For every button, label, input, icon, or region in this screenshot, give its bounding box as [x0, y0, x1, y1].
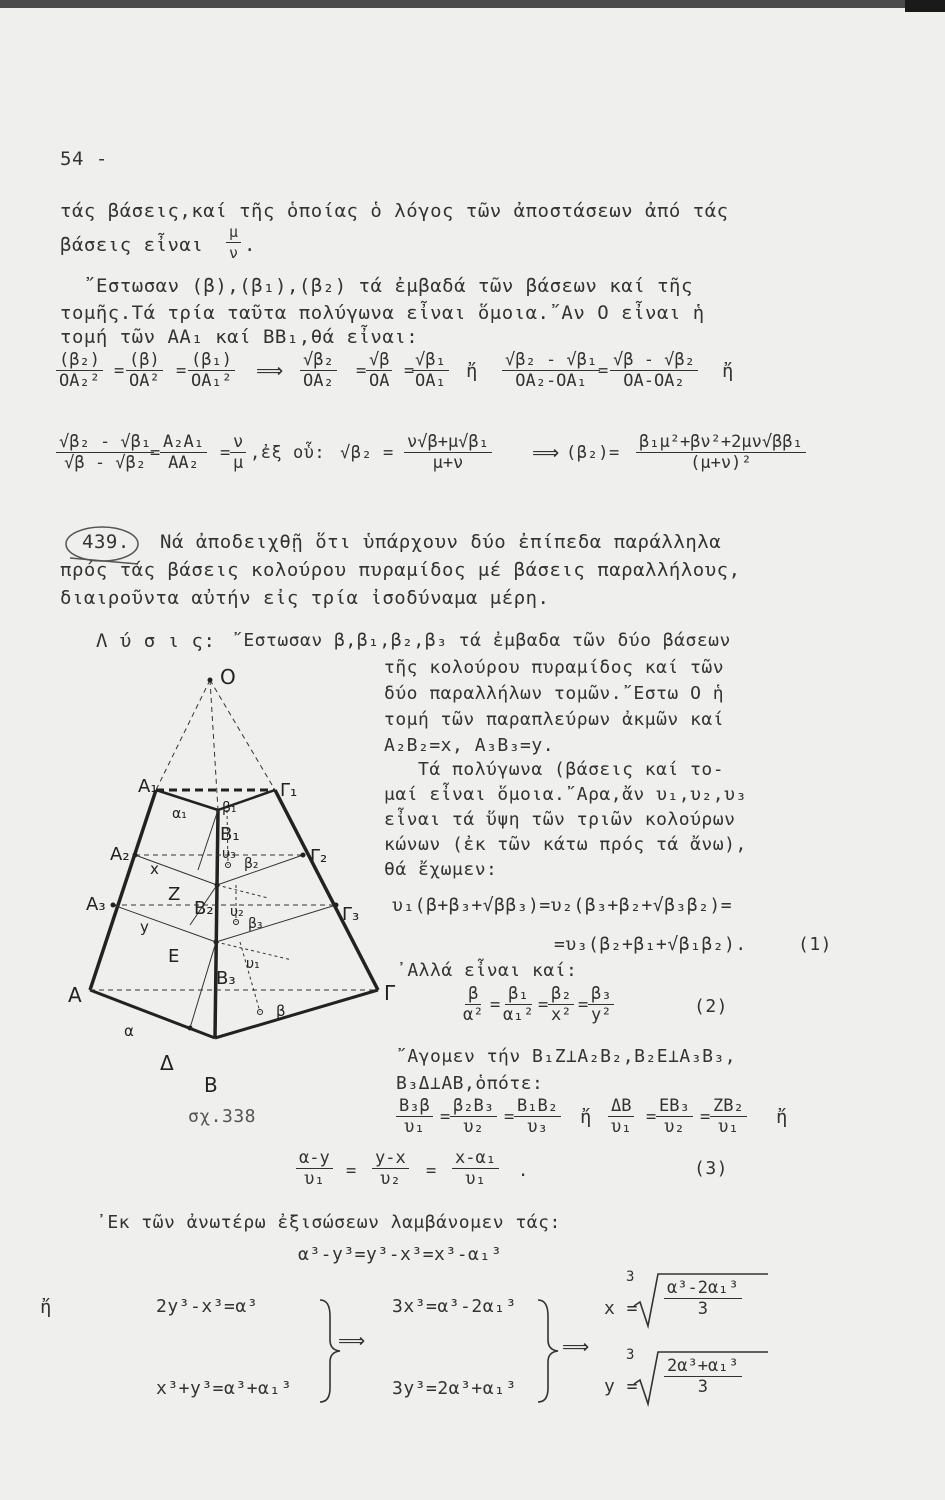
- eq-sign: =: [578, 995, 589, 1015]
- problem-line-1: Νά ἀποδειχθῇ ὅτι ὑπάρχουν δύο ἐπίπεδα παράλληλα: [160, 531, 722, 553]
- eq-sign: =: [490, 995, 501, 1015]
- eq-sign: =: [114, 361, 125, 381]
- frac-num: ν: [230, 432, 246, 453]
- frac-den: α²: [463, 1005, 484, 1025]
- page-corner-edge: [905, 0, 945, 12]
- eqA-frac-3: [188, 350, 235, 391]
- eqA-frac-8: [610, 350, 698, 391]
- intro-line-2: βάσεις εἶναι: [60, 234, 204, 256]
- solution-line: μαί εἶναι ὅμοια.῎Αρα,ἄν υ₁,υ₂,υ₃: [384, 784, 747, 805]
- eq-sign: =: [176, 361, 187, 381]
- label-x: x: [150, 860, 159, 878]
- eqB-frac-1: [56, 432, 154, 473]
- equation-2-tag: (2): [694, 996, 729, 1017]
- frac-num: α-y: [296, 1148, 333, 1169]
- root-index: 3: [626, 1347, 635, 1363]
- intro-line-3: ῎Εστωσαν (β),(β₁),(β₂) τά ἐμβαδά τῶν βάσεων καί τῆς: [84, 275, 693, 297]
- frac-den: υ₁: [304, 1169, 325, 1189]
- label-b2: β₂: [244, 856, 259, 872]
- frac-num: (β): [126, 350, 163, 371]
- frac-den: α₁²: [503, 1005, 534, 1025]
- eq-sign: =: [356, 361, 367, 381]
- frac-den: υ₁: [611, 1117, 632, 1137]
- eq-sign: =: [426, 1161, 437, 1181]
- eqA-frac-7: [502, 350, 600, 391]
- or-word: ἤ: [722, 360, 734, 382]
- eq-sign: =: [150, 443, 161, 463]
- system-1-eq-a: 2y³-x³=α³: [156, 1296, 259, 1317]
- frac-num: y-x: [372, 1148, 409, 1169]
- ratio-row-2: [450, 1096, 497, 1137]
- eq-sign: =: [440, 1107, 451, 1127]
- frac-num: ΕΒ₃: [656, 1096, 693, 1117]
- frac-den: ΟΑ-ΟΑ₂: [623, 371, 685, 391]
- ratio-2-4: [588, 984, 614, 1025]
- frac-den: 3: [697, 1299, 708, 1319]
- page-top-edge: [0, 0, 945, 8]
- frac-num: √β₂ - √β₁: [56, 432, 154, 453]
- solution-line: θά ἔχωμεν:: [384, 859, 498, 880]
- frac-den: √β - √β₂: [64, 453, 146, 473]
- ex-ou: ,ἐξ οὗ:: [250, 443, 326, 463]
- solution-line: δύο παραλλήλων τομῶν.῎Εστω Ο ἡ: [384, 683, 725, 704]
- label-b3: β₃: [248, 916, 263, 932]
- solution-line: κώνων (ἐκ τῶν κάτω πρός τά ἄνω),: [384, 834, 747, 855]
- label-u2: υ₂: [230, 904, 244, 920]
- label-G: Γ: [384, 981, 396, 1005]
- ratio-2-1: [460, 984, 486, 1025]
- solution-line: Τά πολύγωνα (βάσεις καί το-: [384, 759, 725, 780]
- frac-num: β₃: [588, 984, 614, 1005]
- frac-num: x-α₁: [452, 1148, 499, 1169]
- draw-line-2: Β₃Δ⊥ΑΒ,ὁπότε:: [396, 1073, 544, 1094]
- frac-num: Β₃β: [396, 1096, 433, 1117]
- problem-line-2: πρός τάς βάσεις κολούρου πυραμίδος μέ βάσεις παραλλήλους,: [60, 559, 741, 581]
- sqrt-b2-lhs: √β₂ =: [340, 443, 394, 463]
- system-1-eq-b: x³+y³=α³+α₁³: [156, 1378, 293, 1399]
- label-B1: B₁: [220, 824, 240, 845]
- label-Z: Z: [168, 884, 181, 905]
- frac-den: ΟΑ₂: [303, 371, 334, 391]
- solution-line: ῎Εστωσαν β,β₁,β₂,β₃ τά ἐμβαδα τῶν δύο βάσεων: [232, 630, 731, 651]
- label-E: E: [168, 946, 180, 967]
- label-B3: B₃: [216, 968, 236, 989]
- or-word: ἤ: [466, 360, 478, 382]
- frac-num: Α₂Α₁: [160, 432, 207, 453]
- label-B: B: [204, 1073, 218, 1097]
- label-A: A: [68, 983, 82, 1007]
- equation-1a: υ₁(β+β₃+√ββ₃)=υ₂(β₃+β₂+√β₃β₂)=: [392, 895, 733, 916]
- y-result-lhs: y =: [604, 1376, 639, 1397]
- x-result-frac: [664, 1278, 742, 1319]
- frac-den: ΟΑ₁²: [191, 371, 232, 391]
- label-b1: β₁: [222, 800, 237, 816]
- frac-den: υ₁: [465, 1169, 486, 1189]
- frac-num: β₂Β₃: [450, 1096, 497, 1117]
- eq-sign: =: [700, 1107, 711, 1127]
- frac-den: υ₂: [463, 1117, 484, 1137]
- eqB-frac-3: [230, 432, 246, 473]
- x-result-lhs: x =: [604, 1298, 639, 1319]
- frac-num: ΖΒ₂: [710, 1096, 747, 1117]
- equation-1-tag: (1): [798, 934, 833, 955]
- solution-line: τομή τῶν παραπλεύρων ἀκμῶν καί: [384, 709, 725, 730]
- frac-den: υ₁: [718, 1117, 739, 1137]
- frac-den: ΟΑ₂²: [59, 371, 100, 391]
- frac-den: ΟΑ₁: [415, 371, 446, 391]
- label-u1: υ₁: [246, 956, 260, 972]
- label-A3: A₃: [86, 894, 106, 915]
- frac-den: μ+ν: [432, 453, 464, 473]
- eqB-frac-5: [636, 432, 806, 473]
- frac-num: ΔΒ: [608, 1096, 634, 1117]
- eq-sign: =: [504, 1107, 515, 1127]
- intro-ratio: [226, 222, 241, 263]
- figure-frustum-pyramid: [60, 660, 396, 1100]
- frac-num: √β₂: [300, 350, 337, 371]
- label-O: O: [220, 665, 236, 689]
- frac-den: υ₂: [664, 1117, 685, 1137]
- label-a1: α₁: [172, 806, 187, 822]
- frac-den: ΟΑ₂-ΟΑ₁: [515, 371, 587, 391]
- frac-den: 3: [697, 1377, 708, 1397]
- solution-line: εἶναι τά ὕψη τῶν τριῶν κολούρων: [384, 809, 736, 830]
- frac-den: υ₂: [380, 1169, 401, 1189]
- from-line: ᾽Εκ τῶν ἀνωτέρω ἐξισώσεων λαμβάνομεν τάς:: [96, 1212, 561, 1233]
- b2-result-lhs: (β₂)=: [566, 443, 620, 463]
- frac-num: (β₂): [56, 350, 103, 371]
- eq3-frac-3: [452, 1148, 499, 1189]
- implies-arrow: ⟹: [562, 1336, 590, 1358]
- eqA-frac-2: [126, 350, 163, 391]
- frac-num: √β₂ - √β₁: [502, 350, 600, 371]
- label-G3: Γ₃: [342, 904, 360, 925]
- implies-arrow: ⟹: [256, 360, 284, 382]
- frac-num: √β: [366, 350, 392, 371]
- equation-1b: =υ₃(β₂+β₁+√β₁β₂).: [554, 934, 747, 955]
- label-a: α: [124, 1022, 134, 1040]
- eqB-frac-4: [404, 432, 492, 473]
- frac-den: y²: [591, 1005, 612, 1025]
- label-u3: υ₃: [222, 846, 236, 862]
- intro-line-4: τομῆς.Τά τρία ταῦτα πολύγωνα εἶναι ὅμοια.῎Αν Ο εἶναι ἡ: [60, 302, 705, 324]
- label-A1: A₁: [138, 776, 158, 797]
- cube-equation: α³-y³=y³-x³=x³-α₁³: [298, 1244, 503, 1265]
- frac-num: (β₁): [188, 350, 235, 371]
- problem-line-3: διαιροῦντα αὐτήν εἰς τρία ἰσοδύναμα μέρη.: [60, 587, 550, 609]
- figure-caption: σχ.338: [188, 1106, 257, 1127]
- label-y: y: [140, 918, 149, 936]
- eqB-frac-2: [160, 432, 207, 473]
- root-index: 3: [626, 1269, 635, 1285]
- frac-den: υ₃: [527, 1117, 548, 1137]
- eq-sign: =: [598, 361, 609, 381]
- ratio-row-1: [396, 1096, 433, 1137]
- intro-line-5: τομή τῶν ΑΑ₁ καί ΒΒ₁,θά εἶναι:: [60, 326, 419, 348]
- frac-num: β₁μ²+βν²+2μν√ββ₁: [636, 432, 806, 453]
- frac-num: √β₁: [412, 350, 449, 371]
- label-b: β: [276, 1002, 286, 1020]
- eq-sign: =: [538, 995, 549, 1015]
- implies-arrow: ⟹: [532, 442, 560, 464]
- eqA-frac-4: [300, 350, 337, 391]
- frac-num: ν√β+μ√β₁: [404, 432, 492, 453]
- frac-num: Β₁Β₂: [514, 1096, 561, 1117]
- system-2-eq-b: 3y³=2α³+α₁³: [392, 1378, 517, 1399]
- page-number: 54 -: [60, 148, 108, 170]
- eq-sign: =: [404, 361, 415, 381]
- solution-line: Α₂Β₂=x, Α₃Β₃=y.: [384, 735, 555, 756]
- y-result-frac: [664, 1356, 742, 1397]
- ratio-row-6: [710, 1096, 747, 1137]
- intro-line-1: τάς βάσεις,καί τῆς ὁποίας ὁ λόγος τῶν ἀποστάσεων ἀπό τάς: [60, 200, 729, 222]
- frac-num: √β - √β₂: [610, 350, 698, 371]
- or-word: ἤ: [776, 1106, 788, 1128]
- eq-sign: =: [646, 1107, 657, 1127]
- problem-number: 439.: [82, 531, 130, 553]
- eqA-frac-6: [412, 350, 449, 391]
- frac-num: 2α³+α₁³: [664, 1356, 742, 1377]
- label-B2: B₂: [194, 898, 214, 919]
- ratio-2-2: [500, 984, 537, 1025]
- frac-den: υ₁: [404, 1117, 425, 1137]
- ratio-2-3: [548, 984, 574, 1025]
- eq3-frac-1: [296, 1148, 333, 1189]
- frac-den: (μ+ν)²: [690, 453, 752, 473]
- label-D: Δ: [160, 1051, 174, 1075]
- implies-arrow: ⟹: [338, 1330, 366, 1352]
- ratio-row-3: [514, 1096, 561, 1137]
- label-A2: A₂: [110, 844, 130, 865]
- frac-num: β: [465, 984, 481, 1005]
- frac-num: α³-2α₁³: [664, 1278, 742, 1299]
- eq3-frac-2: [372, 1148, 409, 1189]
- equation-3-tag: (3): [694, 1158, 729, 1179]
- intro-ratio-den: ν: [229, 244, 239, 262]
- frac-den: ΑΑ₂: [168, 453, 199, 473]
- draw-line-1: ῎Αγομεν τήν Β₁Ζ⊥Α₂Β₂,Β₂Ε⊥Α₃Β₃,: [396, 1046, 737, 1067]
- frac-den: x²: [551, 1005, 572, 1025]
- eq-sign: =: [220, 443, 231, 463]
- label-G2: Γ₂: [310, 846, 328, 867]
- label-G1: Γ₁: [280, 780, 298, 801]
- eqA-frac-5: [366, 350, 392, 391]
- frac-den: μ: [233, 453, 244, 473]
- or-word: ἤ: [580, 1106, 592, 1128]
- frac-num: β₂: [548, 984, 574, 1005]
- eqA-frac-1: [56, 350, 103, 391]
- frac-den: ΟΑ²: [129, 371, 160, 391]
- solution-heading: Λ ύ σ ι ς:: [96, 630, 216, 652]
- ratio-row-4: [608, 1096, 634, 1137]
- eq-sign: =: [346, 1161, 357, 1181]
- frac-num: β₁: [505, 984, 531, 1005]
- solution-line: τῆς κολούρου πυραμίδος καί τῶν: [384, 657, 725, 678]
- intro-ratio-num: μ: [226, 222, 241, 243]
- ratio-row-5: [656, 1096, 693, 1137]
- system-2-eq-a: 3x³=α³-2α₁³: [392, 1296, 517, 1317]
- frac-den: ΟΑ: [369, 371, 390, 391]
- also-line: ᾽Αλλά εἶναι καί:: [396, 960, 578, 981]
- or-word: ἤ: [40, 1296, 52, 1318]
